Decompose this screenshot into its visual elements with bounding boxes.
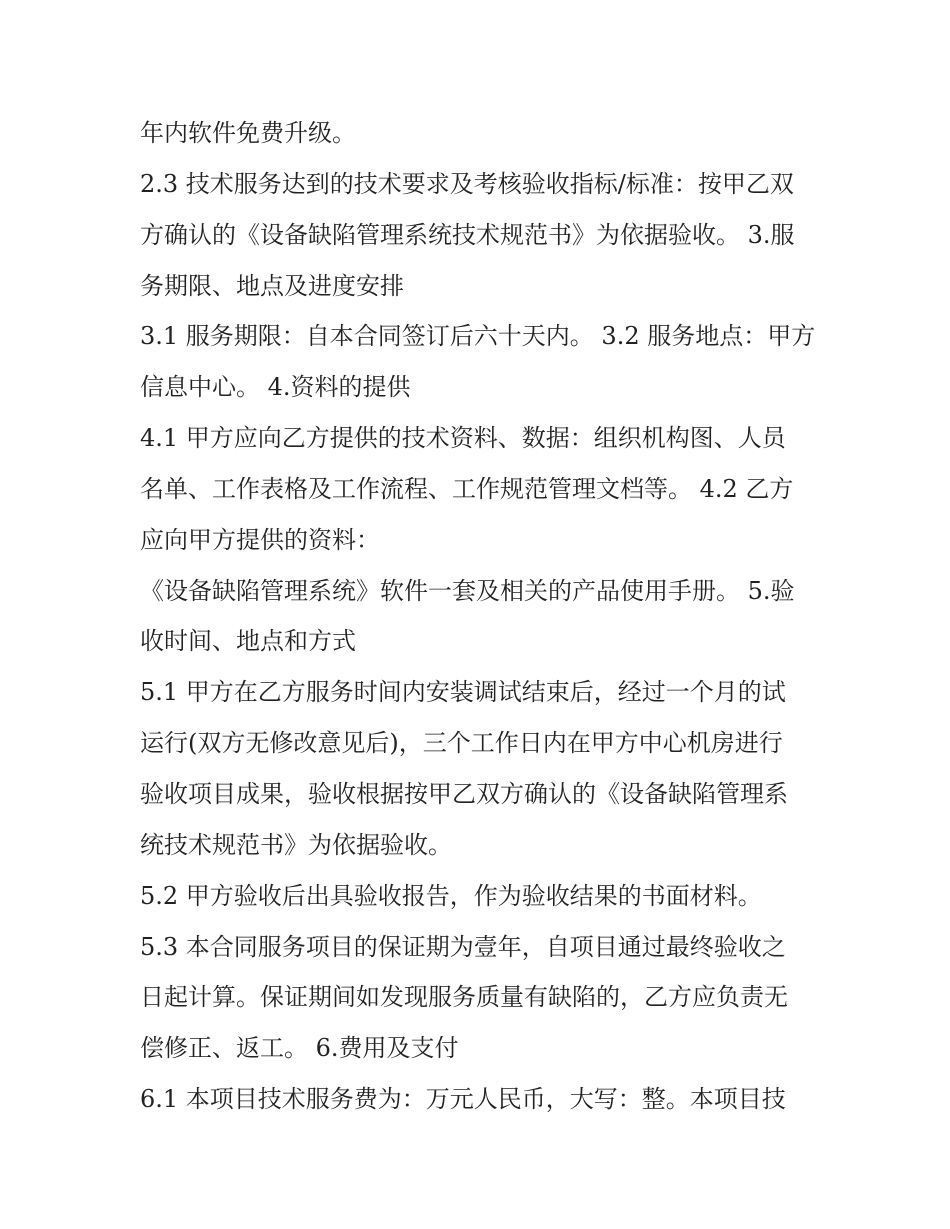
text-line: 偿修正、返工。 6.费用及支付 (140, 1034, 459, 1063)
text-line: 验收项目成果，验收根据按甲乙双方确认的《设备缺陷管理系 (140, 779, 788, 808)
text-line: 统技术规范书》为依据验收。 (140, 830, 452, 859)
text-line: 名单、工作表格及工作流程、工作规范管理文档等。 4.2 乙方 (140, 474, 794, 503)
text-line: 5.3 本合同服务项目的保证期为壹年，自项目通过最终验收之 (140, 932, 786, 961)
text-line: 2.3 技术服务达到的技术要求及考核验收指标/标准：按甲乙双 (140, 169, 794, 198)
text-line: 《设备缺陷管理系统》软件一套及相关的产品使用手册。 5.验 (140, 576, 795, 605)
text-line: 4.1 甲方应向乙方提供的技术资料、数据：组织机构图、人员 (140, 424, 786, 453)
body-text (140, 108, 820, 1125)
text-line: 5.1 甲方在乙方服务时间内安装调试结束后，经过一个月的试 (140, 678, 786, 707)
text-line: 5.2 甲方验收后出具验收报告，作为验收结果的书面材料。 (140, 881, 762, 910)
text-line: 6.1 本项目技术服务费为：万元人民币，大写：整。本项目技 (140, 1085, 786, 1114)
text-line: 信息中心。 4.资料的提供 (140, 373, 411, 402)
text-line: 方确认的《设备缺陷管理系统技术规范书》为依据验收。 3.服 (140, 220, 795, 249)
text-line: 务期限、地点及进度安排 (140, 271, 404, 300)
text-line: 年内软件免费升级。 (140, 119, 356, 147)
text-line: 应向甲方提供的资料： (140, 525, 380, 554)
text-line: 运行(双方无修改意见后)，三个工作日内在甲方中心机房进行 (140, 729, 783, 758)
text-line: 收时间、地点和方式 (140, 627, 356, 656)
text-line: 3.1 服务期限：自本合同签订后六十天内。 3.2 服务地点：甲方 (140, 322, 816, 351)
text-line: 日起计算。保证期间如发现服务质量有缺陷的，乙方应负责无 (140, 983, 788, 1012)
